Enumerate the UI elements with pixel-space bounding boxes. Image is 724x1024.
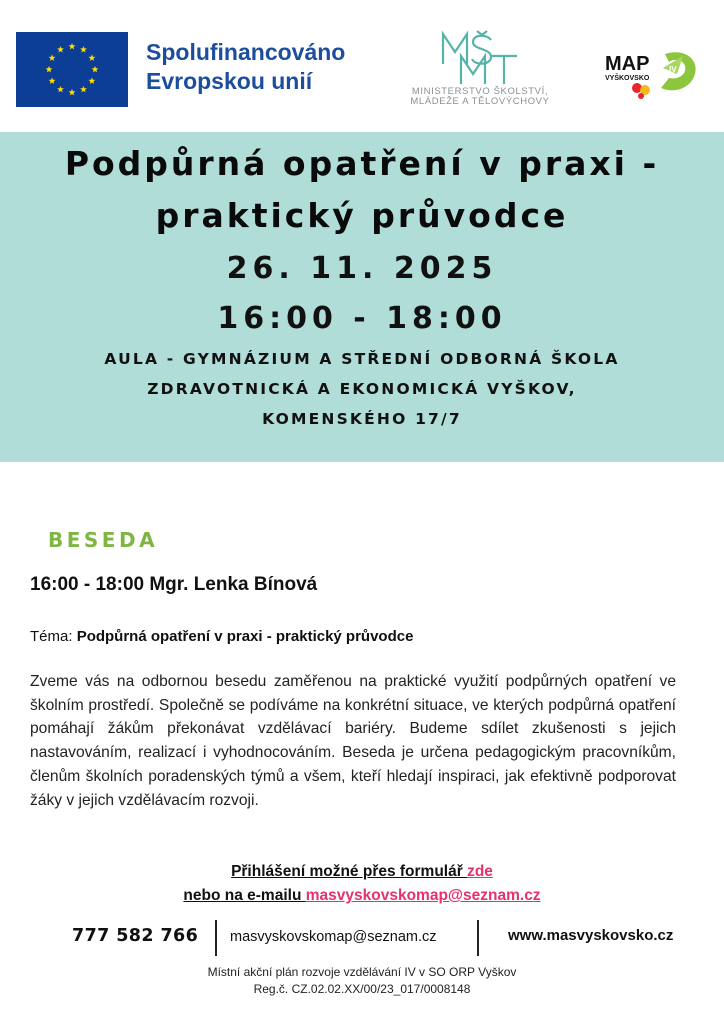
venue-line-3: KOMENSKÉHO 17/7	[262, 410, 462, 428]
map-logo-num: IV	[669, 65, 677, 74]
msmt-line-2: MLÁDEŽE A TĚLOVÝCHOVY	[410, 96, 550, 107]
eu-stars-icon	[16, 32, 128, 107]
registration-line-2	[0, 884, 724, 908]
eu-star-icon	[80, 46, 87, 53]
registration-email-link[interactable]: masvyskovskomap@seznam.cz	[305, 887, 541, 904]
event-title-line-1: Podpůrná opatření v praxi -	[64, 144, 660, 183]
map-logo-icon	[603, 48, 699, 104]
event-venue	[0, 344, 724, 434]
contact-divider-2	[477, 920, 479, 956]
event-time: 16:00 - 18:00	[217, 301, 507, 336]
eu-line-1: Spolufinancováno	[146, 39, 346, 65]
eu-star-icon	[46, 66, 53, 73]
eu-star-icon	[49, 77, 56, 84]
eu-cofinanced-text	[146, 38, 345, 96]
event-date: 26. 11. 2025	[226, 251, 498, 286]
registration-email-text: nebo na e-mailu	[183, 887, 306, 904]
footer-line-1: Místní akční plán rozvoje vzdělávání IV v SO ORP Vyškov	[207, 965, 517, 979]
event-banner	[0, 132, 724, 462]
registration-line-1	[0, 860, 724, 884]
msmt-mark-icon	[439, 30, 521, 86]
map-logo-word: MAP	[605, 53, 650, 75]
contact-divider-1	[215, 920, 217, 956]
eu-star-icon	[88, 77, 95, 84]
footer-line-2: Reg.č. CZ.02.02.XX/00/23_017/0008148	[253, 982, 471, 996]
topic-prefix: Téma:	[30, 628, 77, 645]
contact-website: www.masvyskovsko.cz	[508, 927, 674, 944]
registration-info	[0, 860, 724, 908]
contact-phone: 777 582 766	[72, 926, 199, 946]
eu-star-icon	[57, 46, 64, 53]
eu-star-icon	[92, 66, 99, 73]
header-logos	[0, 0, 724, 132]
event-title-line-2: praktický průvodce	[155, 196, 569, 235]
topic-value: Podpůrná opatření v praxi - praktický průvodce	[76, 628, 414, 645]
eu-star-icon	[69, 43, 76, 50]
section-label: BESEDA	[48, 528, 159, 552]
eu-star-icon	[80, 86, 87, 93]
registration-form-link[interactable]: zde	[467, 863, 493, 880]
venue-line-1: AULA - GYMNÁZIUM A STŘEDNÍ ODBORNÁ ŠKOLA	[104, 350, 620, 368]
msmt-caption	[395, 87, 565, 107]
msmt-line-1: MINISTERSTVO ŠKOLSTVÍ,	[411, 86, 549, 97]
footer	[0, 964, 724, 998]
eu-flag-logo	[16, 32, 128, 107]
eu-star-icon	[49, 54, 56, 61]
registration-form-text: Přihlášení možné přes formulář	[231, 863, 468, 880]
eu-line-2: Evropskou unií	[146, 68, 313, 94]
eu-star-icon	[57, 86, 64, 93]
map-vyskovsko-logo	[603, 48, 699, 104]
eu-star-icon	[88, 54, 95, 61]
venue-line-2: ZDRAVOTNICKÁ A EKONOMICKÁ VYŠKOV,	[147, 380, 577, 398]
contact-email: masvyskovskomap@seznam.cz	[230, 929, 437, 945]
contact-row	[0, 918, 724, 958]
topic-line	[30, 628, 413, 645]
event-title	[0, 132, 724, 242]
eu-star-icon	[69, 89, 76, 96]
map-logo-sub: VYŠKOVSKO	[605, 75, 650, 82]
msmt-logo	[395, 30, 565, 110]
event-description: Zveme vás na odbornou besedu zaměřenou na praktické využití podpůrných opatření ve školním prostředí. Společně se podíváme na konkrétní situace, ve kterých podpůrná opatření pomáhají žákům překonávat vzdělávací bariéry. Budeme sdílet zkušenosti s jejich nastavováním, realizací i vyhodnocováním. Beseda je určena pedagogickým pracovníkům, členům školních poradenských týmů a všem, kteří hledají inspiraci, jak efektivně podporovat žáky v jejich vzdělávacím rozvoji.	[30, 673, 676, 809]
speaker-line: 16:00 - 18:00 Mgr. Lenka Bínová	[30, 574, 318, 595]
